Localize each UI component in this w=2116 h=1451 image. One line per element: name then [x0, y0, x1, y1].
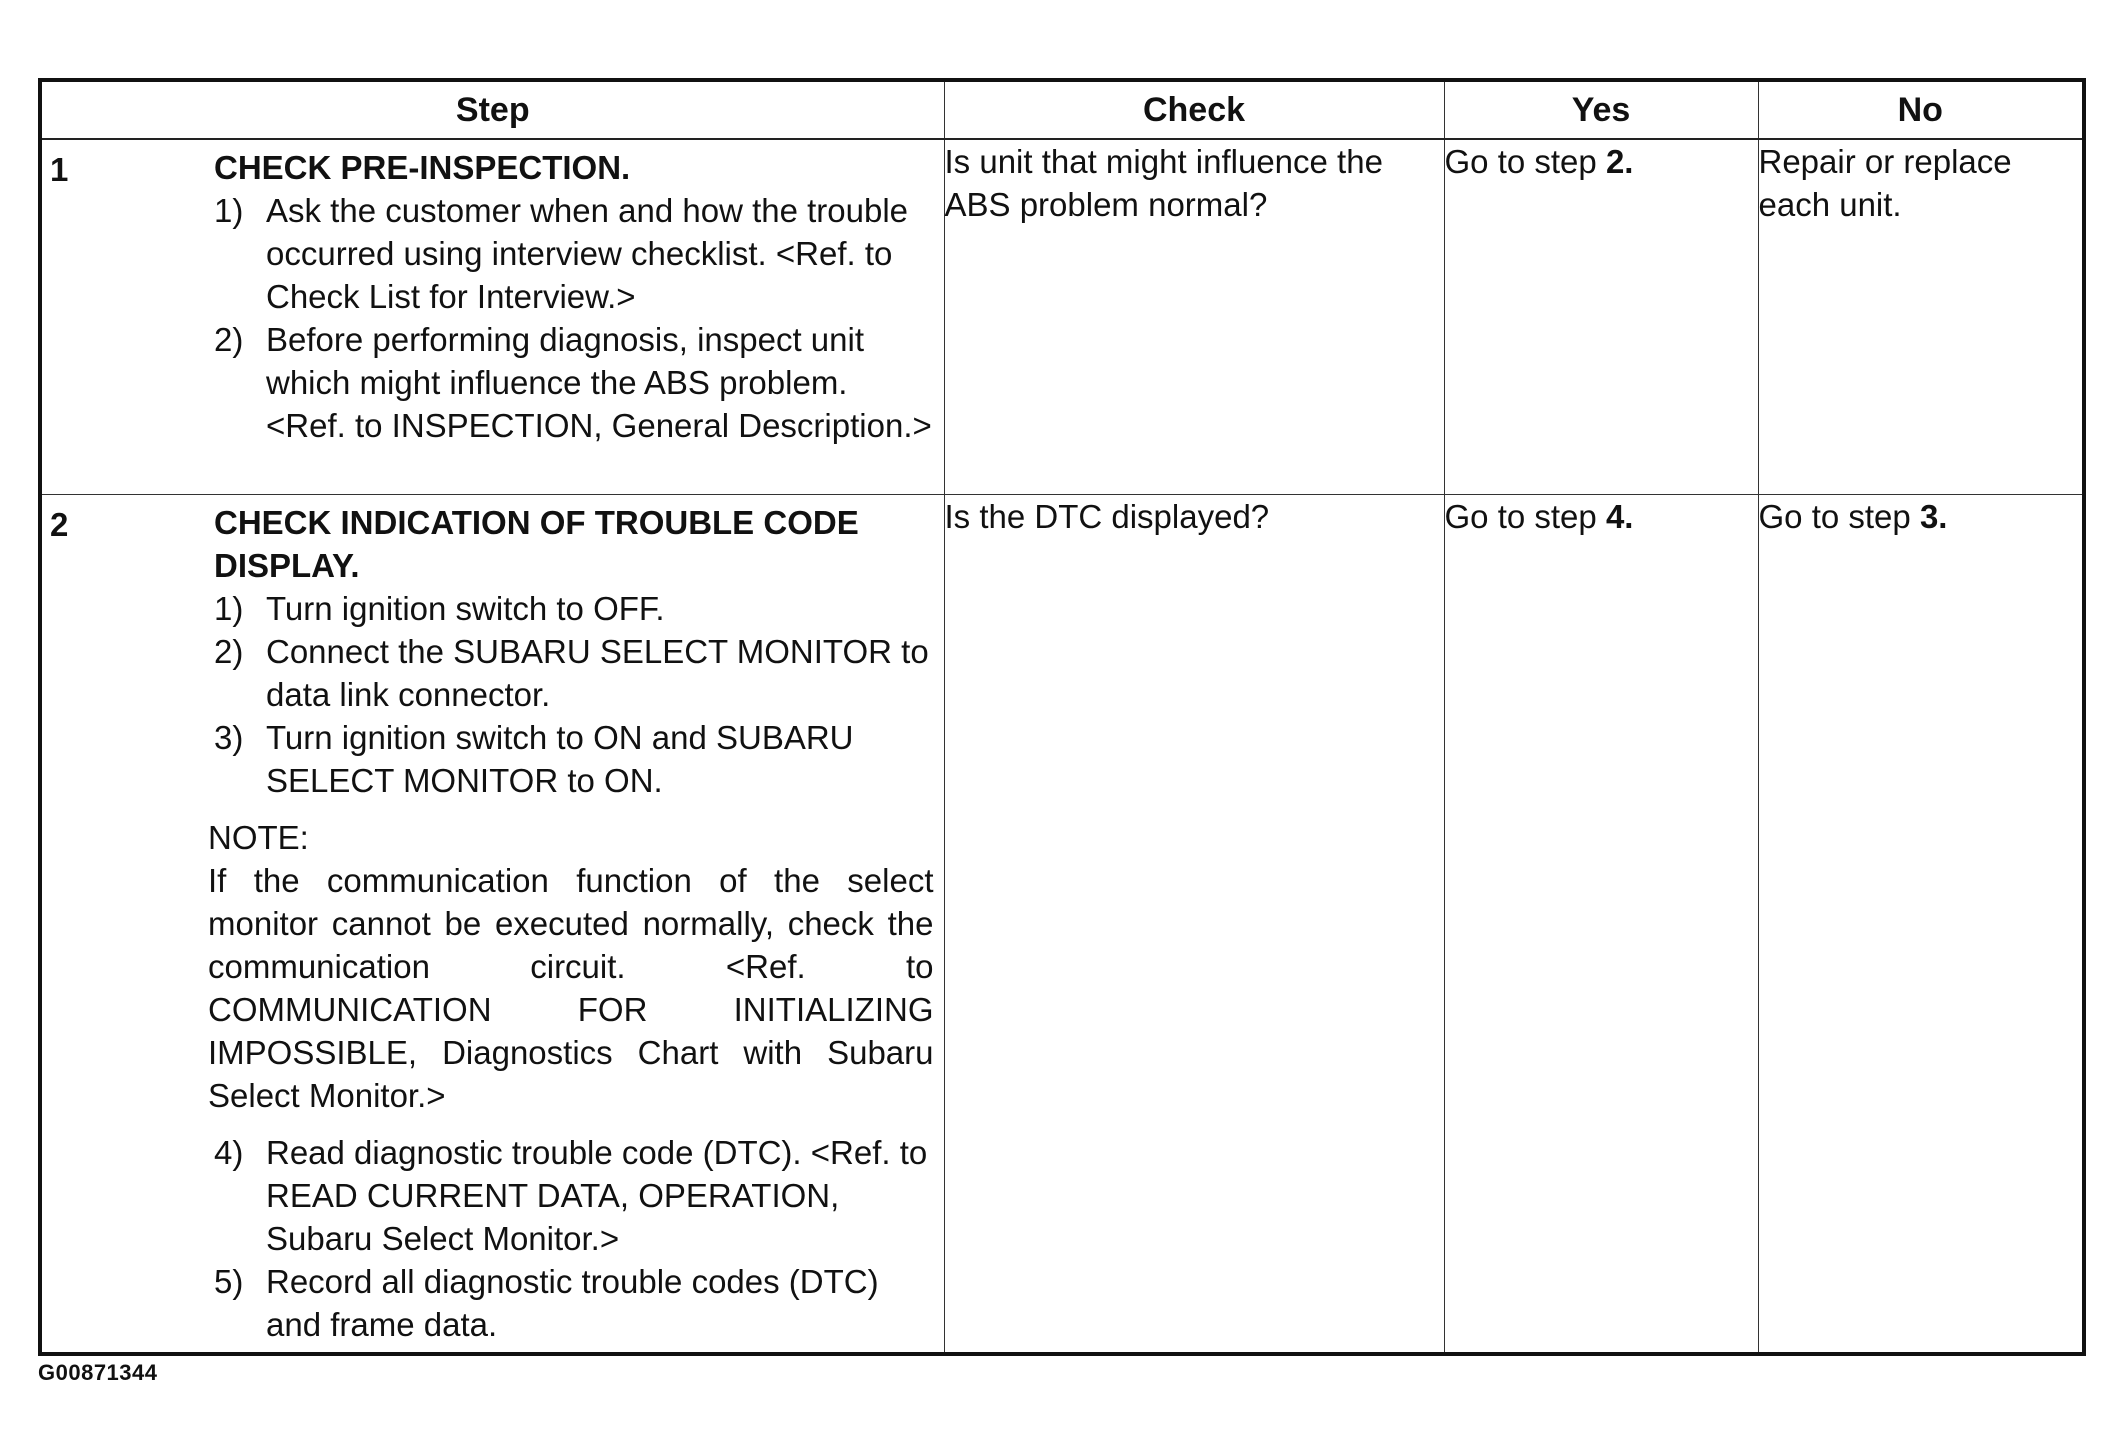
- table-header-row: [40, 80, 2084, 139]
- step-cell: [40, 494, 944, 1354]
- header-step: Step: [40, 80, 944, 139]
- step-items: [214, 1131, 934, 1346]
- diagnostic-table: [38, 78, 2086, 1356]
- no-cell: Repair or replace each unit.: [1758, 139, 2084, 494]
- step-number: 2: [50, 505, 69, 543]
- note-text: If the communication function of the select monitor cannot be executed normally, check the communication circuit. <Ref. to COMMUNICATION FOR INITIALIZING IMPOSSIBLE, Diagnostics Chart with Subaru Select Monitor.>: [208, 861, 934, 1114]
- note-block: [208, 816, 934, 1117]
- list-item: 5) Record all diagnostic trouble codes (DTC) and frame data.: [214, 1262, 879, 1343]
- list-item: 2) Before performing diagnosis, inspect unit which might influence the ABS problem. <Ref. to INSPECTION, General Description.>: [214, 321, 932, 444]
- note-heading: NOTE:: [208, 818, 309, 856]
- step-items: [214, 189, 934, 447]
- check-cell: Is unit that might influence the ABS problem normal?: [944, 139, 1444, 494]
- list-item: 3) Turn ignition switch to ON and SUBARU SELECT MONITOR to ON.: [214, 718, 854, 799]
- header-check: Check: [944, 80, 1444, 139]
- check-cell: Is the DTC displayed?: [944, 494, 1444, 1354]
- step-items: [214, 587, 934, 802]
- table-row: [40, 494, 2084, 1354]
- figure-id: G00871344: [38, 1360, 158, 1385]
- list-item: 1) Turn ignition switch to OFF.: [214, 589, 665, 627]
- step-title: CHECK PRE-INSPECTION.: [214, 149, 631, 186]
- step-number: 1: [50, 151, 69, 188]
- step-title: CHECK INDICATION OF TROUBLE CODE DISPLAY.: [214, 503, 859, 584]
- table-row: [40, 139, 2084, 494]
- no-cell: Go to step 3.: [1758, 494, 2084, 1354]
- list-item: 1) Ask the customer when and how the trouble occurred using interview checklist. <Ref. to Check List for Interview.>: [214, 192, 909, 315]
- list-item: 2) Connect the SUBARU SELECT MONITOR to data link connector.: [214, 632, 929, 713]
- list-item: 4) Read diagnostic trouble code (DTC). <Ref. to READ CURRENT DATA, OPERATION, Subaru Select Monitor.>: [214, 1133, 928, 1257]
- yes-cell: Go to step 4.: [1444, 494, 1758, 1354]
- step-cell: [40, 139, 944, 494]
- header-no: No: [1758, 80, 2084, 139]
- yes-cell: Go to step 2.: [1444, 139, 1758, 494]
- header-yes: Yes: [1444, 80, 1758, 139]
